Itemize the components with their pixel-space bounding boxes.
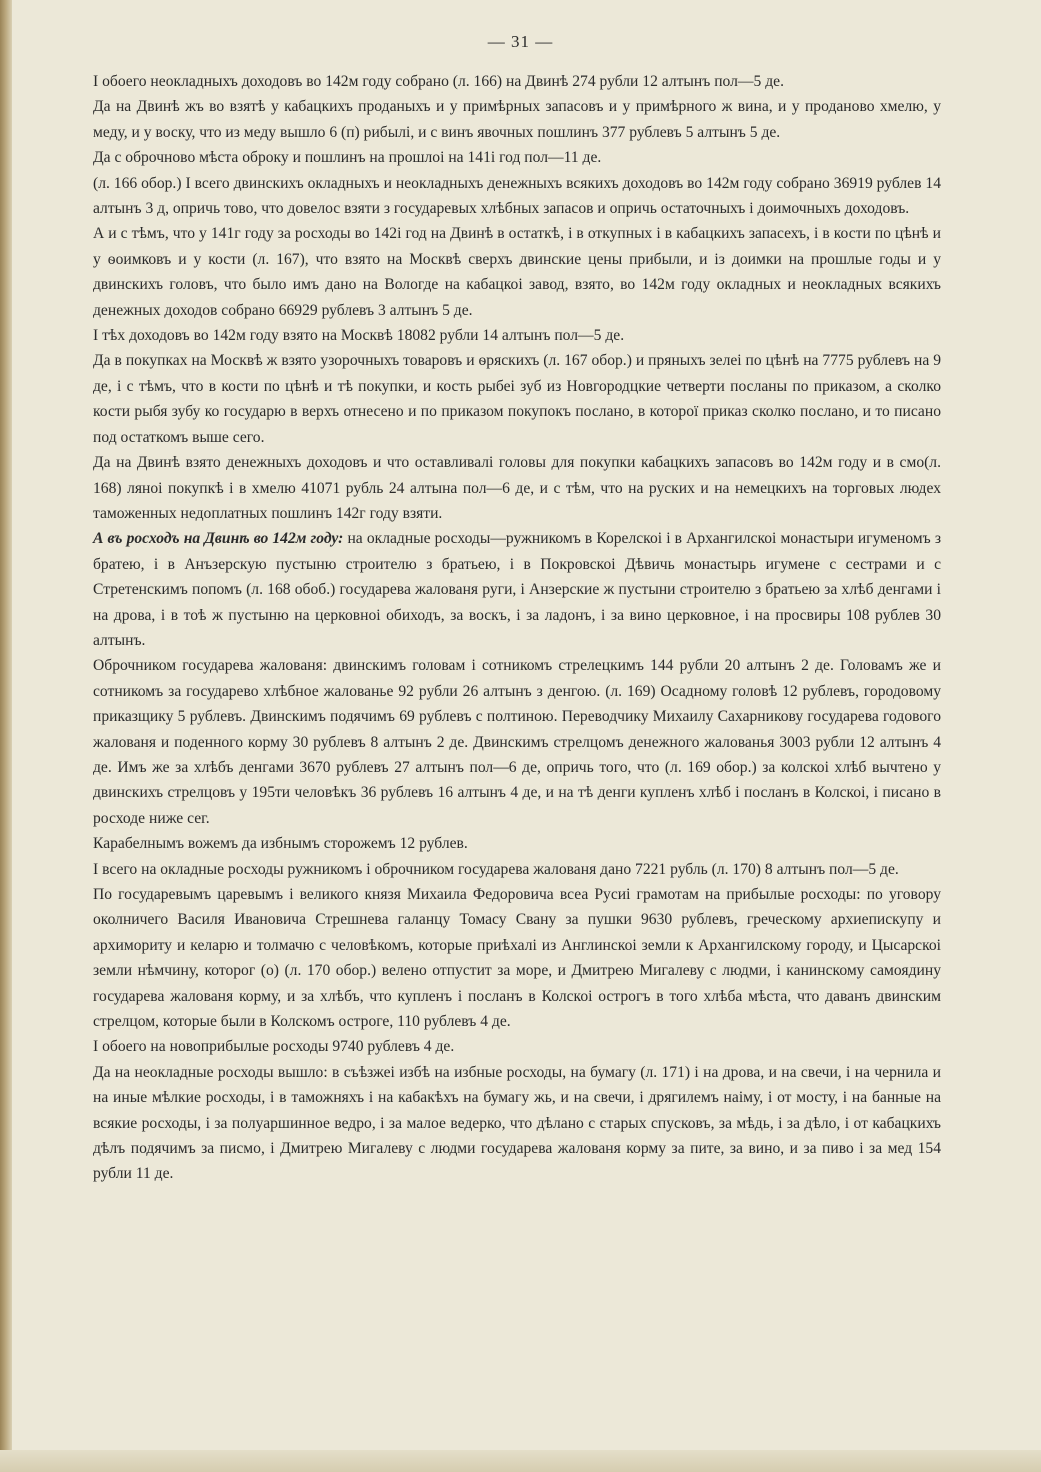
page-number: — 31 — (487, 32, 554, 51)
paragraph: I обоего неокладныхъ доходовъ во 142м году собрано (л. 166) на Двинѣ 274 рубли 12 алтынъ пол—5 де. (93, 73, 784, 90)
paragraph: I тѣх доходовъ во 142м году взято на Москвѣ 18082 рубли 14 алтынъ пол—5 де. (93, 327, 625, 345)
paragraph: (л. 166 обор.) I всего двинскихъ окладныхъ и неокладныхъ денежныхъ всякихъ доходовъ во 142м году собрано 36919 рублев 14 алтынъ 3 д, опричь тово, что довелос взяти з государевых хлѣбных запасов и опричь остаточныхъ і доимочныхъ доходовъ. (93, 174, 941, 218)
section-heading: А въ росходъ на Двинѣ во 142м году: (93, 530, 344, 548)
paragraph: Да с оброчново мѣста оброку и пошлинъ на прошлоі на 141і год пол—11 де. (93, 149, 602, 167)
paragraph: I обоего на новоприбылые росходы 9740 рублевъ 4 де. (93, 1038, 455, 1056)
section-paragraph (93, 526, 941, 653)
body-text (93, 69, 941, 1187)
paragraph: I всего на окладные росходы ружникомъ і оброчником государева жалованя дано 7221 рубль (л. 170) 8 алтынъ пол—5 де. (93, 860, 899, 878)
paragraph: Да на неокладные росходы вышло: в съѣзжеі избѣ на избные росходы, на бумагу (л. 171) і на дрова, и на свечи, і на чернила и на иные мѣлкие росходы, і в таможняхъ і на кабакѣхъ на бумагу жь, и на свечи, і дрягилемъ наіму, і от мосту, і на банные на всякие росходы, і за полуаршинное ведро, і за малое ведерко, что дѣлано с старых спусковъ, за мѣдь, і за дѣло, і от кабацкихъ дѣлъ подячимъ за писмо, і Дмитрею Мигалеву с людми государева жалованя корму за пите, за вино, и за пиво і за мед 154 рубли 11 де. (93, 1063, 941, 1183)
paragraph: А и с тѣмъ, что у 141г году за росходы во 142і год на Двинѣ в остаткѣ, і в откупных і в кабацкихъ запасехъ, і в кости по цѣнѣ и у ѳоимковъ и у кости (л. 167), что взято на Москвѣ сверхъ двинскиe цены прибыли, и із доимки на прошлые годы и у двинскихъ головъ, что было имъ дано на Вологде на кабацкоі завод, взято, во 142м году окладных и неокладных всякихъ денежных доходов собрано 66929 рублевъ 3 алтынъ 5 де. (93, 225, 941, 319)
page-bottom-edge (0, 1450, 1041, 1472)
paragraph: Да на Двинѣ жъ во взятѣ у кабацкихъ проданыхъ и у примѣрных запасовъ и у примѣрного ж вина, и у проданово хмелю, у меду, и у воску, что из меду вышло 6 (п) рибылі, и с винъ явочных пошлинъ 377 рублевъ 5 алтынъ 5 де. (93, 98, 941, 141)
paragraph: По государевымъ царевымъ і великого князя Михаила Федоровича всеа Русиі грамотам на прибылые росходы: по уговору околничего Василя Ивановича Стрешнева галанцу Томасу Свану за пушки 9630 рублевъ, греческому архиепискупу и архимориту и келарю и толмачю с человѣкомъ, которые приѣхалі из Англинскоі земли к Архангилскому городу, и Цысарскоі земли нѣмчину, которог (о) (л. 170 обор.) велено отпустит за море, и Дмитрею Мигалеву с людми, і канинскому самоядину государева жалованя корму, и за хлѣбъ, что купленъ і посланъ в Колскоі острогъ в того хлѣба мѣста, что даванъ двинским стрелцом, которые были в Колскомъ остроге, 110 рублевъ 4 де. (93, 886, 941, 1031)
paragraph: Оброчником государева жалованя: двинскимъ головам і сотникомъ стрелецкимъ 144 рубли 20 алтынъ 2 де. Головамъ же и сотникомъ за государево хлѣбное жалованье 92 рубли 26 алтынъ з денгою. (л. 169) Осадному головѣ 12 рублевъ, городовому приказщику 5 рублевъ. Двинскимъ подячимъ 69 рублевъ с полтиною. Переводчику Михаилу Сахарникову государева годового жалованя и поденного корму 30 рублевъ 8 алтынъ 2 де. Двинскимъ стрелцомъ денежного жалованья 3003 рубли 12 алтынъ 4 де. Имъ же за хлѣбъ денгами 3670 рублевъ 27 алтынъ пол—6 де, опричь того, что (л. 169 обор.) за колскоі хлѣб вычтено у двинскихъ стрелцовъ у 195ти человѣкъ 36 рублевъ 16 алтынъ 4 де, и на тѣ денги купленъ хлѣб і посланъ в Колскоі, і писано в росходе ниже сег. (93, 657, 941, 827)
paragraph: Да в покупках на Москвѣ ж взято узорочныхъ товаровъ и ѳряскихъ (л. 167 обор.) и пряныхъ зелеі по цѣнѣ на 7775 рублевъ на 9 де, і с тѣмъ, что в кости по цѣнѣ и тѣ покупки, и кость рыбеі зуб из Новгородцкие четверти посланы по приказом, а сколко кости рыбя зубу ко государю в верхъ отнесено и по приказом покупокъ послано, в которої приказ сколко послано, и то писано под остаткомъ выше сего. (93, 352, 941, 446)
page-spine-shadow (0, 0, 12, 1472)
paragraph: Карабелнымъ вожемъ да избнымъ сторожемъ 12 рублев. (93, 835, 468, 853)
section-intro: на окладные росходы—ружникомъ в Корелскоі і в Архангилскоі монастыри игуменомъ з братею, і в Анъзерскую пустыню строителю з братьею, і в Покровскоі Дѣвичь монастырь игумене с сестрами и с Стретенскимъ попомъ (л. 168 обоб.) государева жалованя руги, і Анзерские ж пустыни строителю з братьею за хлѣб денгами і на дрова, і в тоѣ ж пустыню на церковноі обиходъ, за воскъ, і за ладонъ, і за вино церковное, і на просвиры 108 рублев 30 алтынъ. (93, 530, 941, 649)
paragraph: Да на Двинѣ взято денежныхъ доходовъ и что оставливалі головы для покупки кабацкихъ запасовъ во 142м году и в смо(л. 168) ляноі покупкѣ і в хмелю 41071 рубль 24 алтына пол—6 де, и с тѣм, что на руских и на немецкихъ на торговых людех таможенных недоплатных пошлинъ 142г году взяти. (93, 454, 941, 522)
